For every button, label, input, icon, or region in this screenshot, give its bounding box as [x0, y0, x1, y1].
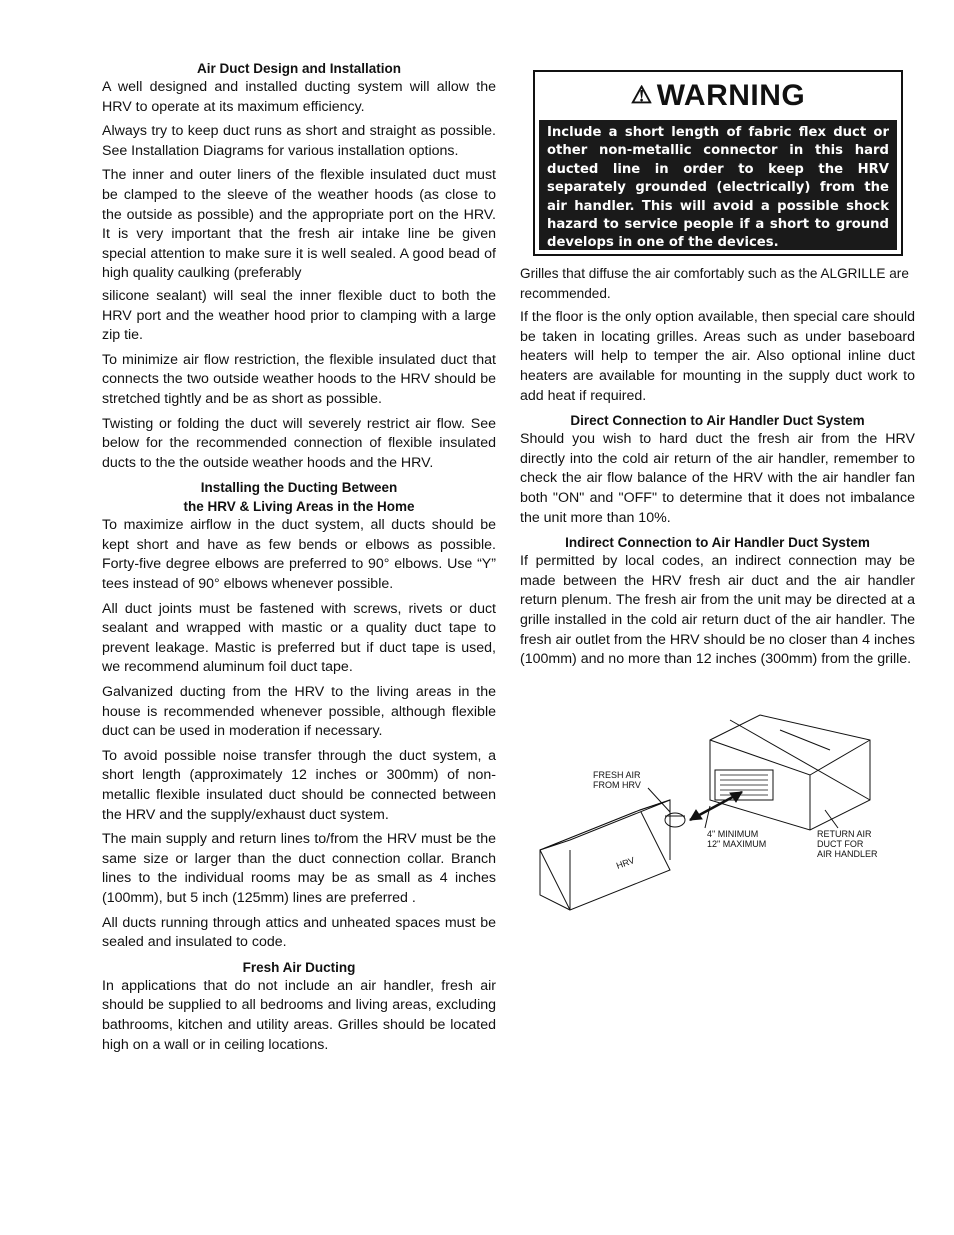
paragraph: To minimize air flow restriction, the flexible insulated duct that connects the two outside weather hoods to the HRV should be stretched tightly and be as short as possible. [102, 351, 496, 407]
heading-installing-ducting-2: the HRV & Living Areas in the Home [183, 499, 415, 515]
heading-direct-connection: Direct Connection to Air Handler Duct System [570, 413, 865, 429]
heading-installing-ducting: Installing the Ducting Between [200, 480, 398, 496]
right-column [520, 0, 915, 675]
label-distance: 4" MINIMUM 12" MAXIMUM [707, 829, 767, 849]
connection-diagram [530, 700, 890, 925]
paragraph: Twisting or folding the duct will severely restrict air flow. See below for the recommended connection of flexible insulated ducts to the the outside weather hoods and the HRV. [102, 415, 496, 471]
paragraph-grilles: Grilles that diffuse the air comfortably such as the ALGRILLE are recommended. [520, 266, 909, 301]
paragraph: To avoid possible noise transfer through the duct system, a short length (approximately 12 inches or 300mm) of non-metallic flexible insulated duct should be connected between the HRV and the supply/exhaust duct system. [102, 747, 496, 823]
paragraph: In applications that do not include an air handler, fresh air should be supplied to all bedrooms and living areas, excluding bathrooms, kitchen and utility areas. Grilles should be located high on a wall or in ceiling locations. [102, 977, 496, 1053]
paragraph: The inner and outer liners of the flexible insulated duct must be clamped to the sleeve of the weather hoods (as close to the outside as possible) and the appropriate port on the HRV. It is very important that the fresh air intake line be given special attention to make sure it is well sealed. A good bead of high quality caulking (preferably [102, 167, 496, 282]
paragraph: All duct joints must be fastened with screws, rivets or duct sealant and wrapped with mastic or a quality duct tape to prevent leakage. Mastic is preferred but if duct tape is used, we recommend aluminum foil duct tape. [102, 600, 496, 676]
paragraph: A well designed and installed ducting system will allow the HRV to operate at its maximum efficiency. [102, 79, 496, 115]
heading-air-duct-design: Air Duct Design and Installation [196, 61, 402, 76]
hrv-outlet-collar [665, 813, 685, 827]
warning-body: Include a short length of fabric flex duct or other non-metallic connector in this hard ducted line in order to keep the HRV separately grounded (electrically) from the air handler. This will avoid a possible shock hazard to service people if a short to ground develops in one of the devices. [539, 120, 897, 250]
paragraph: If the floor is the only option available, then special care should be taken in locating grilles. Areas such as under baseboard heaters will help to temper the air. Also optional inline duct heaters are available for mounting in the supply duct work to add heat if required. [520, 309, 915, 404]
diagram-drawing [530, 700, 890, 920]
paragraph: Always try to keep duct runs as short and straight as possible. See Installation Diagrams for various installation options. [102, 123, 496, 159]
paragraph: To maximize airflow in the duct system, all ducts should be kept short and have as few bends or elbows as possible. Forty-five degree elbows are preferred to 90° elbows. Use “Y” tees instead of 90° elbows whenever possible. [102, 517, 496, 593]
paragraph: Should you wish to hard duct the fresh air from the HRV directly into the cold air return of the air handler, remember to check the air flow balance of the HRV with the air handler fan both "ON" and "OFF" to determine that it does not imbalance the unit more than 10%. [520, 431, 915, 526]
label-hrv: HRV [614, 855, 636, 871]
warning-title-text: WARNING [656, 79, 806, 112]
paragraph: If permitted by local codes, an indirect connection may be made between the HRV fresh air duct and the air handler return plenum. The fresh air from the unit may be directed at a grille installed in the cold air return duct of the air handler. The fresh air outlet from the HRV should be no closer than 4 inches (100mm) and no more than 12 inches (300mm) from the grille. [520, 553, 915, 668]
paragraph: All ducts running through attics and unheated spaces must be sealed and insulated to code. [102, 914, 496, 951]
paragraph: Galvanized ducting from the HRV to the living areas in the house is recommended whenever possible, although flexible duct can be used in moderation if necessary. [102, 684, 496, 740]
label-fresh-air-from-hrv: FRESH AIR FROM HRV [593, 770, 641, 790]
paragraph: silicone sealant) will seal the inner flexible duct to both the HRV port and the weather hood prior to clamping with a large zip tie. [102, 287, 496, 344]
paragraph: The main supply and return lines to/from the HRV must be the same size or larger than the duct connection collar. Branch lines to the individual rooms may be as small as 4 inches (100mm), but 5 inch (125mm) lines are preferred . [102, 831, 496, 906]
left-column [102, 0, 496, 1060]
label-return-air-duct: RETURN AIR DUCT FOR AIR HANDLER [817, 829, 878, 859]
warning-triangle-icon: ⚠ [630, 82, 653, 109]
heading-indirect-connection: Indirect Connection to Air Handler Duct System [565, 535, 870, 551]
heading-fresh-air-ducting: Fresh Air Ducting [242, 959, 356, 975]
